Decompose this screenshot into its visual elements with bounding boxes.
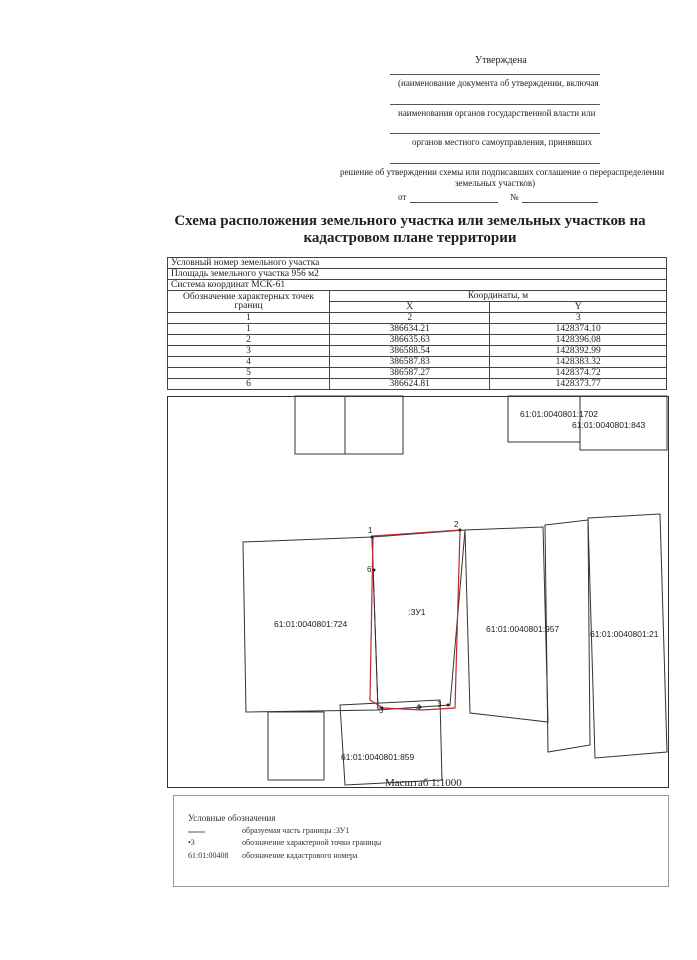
point-label-3: 3 <box>437 700 442 709</box>
row-y: 1428392.99 <box>490 346 667 357</box>
header-note-3: органов местного самоуправления, принявших <box>412 137 593 147</box>
row-x: 386588.54 <box>330 346 490 357</box>
header-note-5: земельных участков) <box>455 178 536 188</box>
point-marker-1 <box>371 536 374 539</box>
title-line-2: кадастровом плане территории <box>303 230 517 246</box>
row-point: 1 <box>168 324 330 335</box>
parcel-label-1702: 61:01:0040801:1702 <box>520 409 598 419</box>
row-point: 6 <box>168 379 330 390</box>
col-x-header: X <box>330 302 490 313</box>
point-label-6: 6 <box>367 565 372 574</box>
legend-item-1: образуемая часть границы :ЗУ1 <box>242 826 350 835</box>
date-from-label: от <box>398 192 407 202</box>
row-y: 1428373.77 <box>490 379 667 390</box>
scale-label: Масштаб 1:1000 <box>385 777 462 789</box>
neighbor-parcel-1702 <box>508 396 580 442</box>
row-y: 1428383.32 <box>490 357 667 368</box>
header-note-4: решение об утверждении схемы или подписавших соглашение о перераспределении <box>340 167 665 177</box>
parcel-label-957: 61:01:0040801:957 <box>486 624 560 634</box>
parcel-label-843: 61:01:0040801:843 <box>572 420 646 430</box>
row-x: 386634.21 <box>330 324 490 335</box>
legend-title: Условные обозначения <box>188 813 276 823</box>
point-label-2: 2 <box>454 520 459 529</box>
legend-item-2-symbol: •3 <box>188 838 195 847</box>
row-point: 2 <box>168 335 330 346</box>
area-cell: Площадь земельного участка 956 м2 <box>168 269 667 280</box>
parcel-21-shape <box>545 520 590 752</box>
date-number-label: № <box>510 192 519 202</box>
header-note-2: наименования органов государственной власти или <box>398 108 596 118</box>
legend-item-2: обозначение характерной точки границы <box>242 838 382 847</box>
legend-item-3-symbol: 61:01:00408 <box>188 851 229 860</box>
coord-system-cell: Система координат МСК-61 <box>168 280 667 291</box>
legend-item-3: обозначение кадастрового номера <box>242 851 358 860</box>
row-point: 5 <box>168 368 330 379</box>
num-3: 3 <box>490 313 667 324</box>
conditional-number-cell: Условный номер земельного участка <box>168 258 667 269</box>
point-marker-2 <box>459 529 462 532</box>
row-y: 1428374.72 <box>490 368 667 379</box>
col-coords-header: Координаты, м <box>330 291 667 302</box>
parcel-zu1-base <box>372 530 465 710</box>
num-2: 2 <box>330 313 490 324</box>
neighbor-parcel-top-1 <box>295 396 345 454</box>
parcel-label-zu1: :ЗУ1 <box>408 607 426 617</box>
neighbor-parcel-top-2 <box>345 396 403 454</box>
col-point-header: Обозначение характерных точек границ <box>168 291 330 313</box>
approved-label: Утверждена <box>475 55 527 66</box>
point-marker-3 <box>447 704 450 707</box>
neighbor-parcel-bottom-left <box>268 712 324 780</box>
point-label-4: 4 <box>416 703 421 712</box>
parcel-zu1-boundary <box>370 530 460 710</box>
parcel-label-859: 61:01:0040801:859 <box>341 752 415 762</box>
parcel-label-21: 61:01:0040801:21 <box>590 629 659 639</box>
row-x: 386635.63 <box>330 335 490 346</box>
row-x: 386624.81 <box>330 379 490 390</box>
parcel-label-724: 61:01:0040801:724 <box>274 619 348 629</box>
parcel-859-shape <box>340 700 442 785</box>
point-label-1: 1 <box>368 526 373 535</box>
point-label-5: 5 <box>379 706 384 715</box>
point-marker-6 <box>373 569 376 572</box>
row-y: 1428374.10 <box>490 324 667 335</box>
header-note-1: (наименование документа об утверждении, включая <box>398 78 599 88</box>
row-point: 3 <box>168 346 330 357</box>
row-x: 386587.83 <box>330 357 490 368</box>
row-point: 4 <box>168 357 330 368</box>
title-line-1: Схема расположения земельного участка или земельных участков на <box>174 213 646 229</box>
row-y: 1428396.08 <box>490 335 667 346</box>
col-y-header: Y <box>490 302 667 313</box>
row-x: 386587.27 <box>330 368 490 379</box>
num-1: 1 <box>168 313 330 324</box>
